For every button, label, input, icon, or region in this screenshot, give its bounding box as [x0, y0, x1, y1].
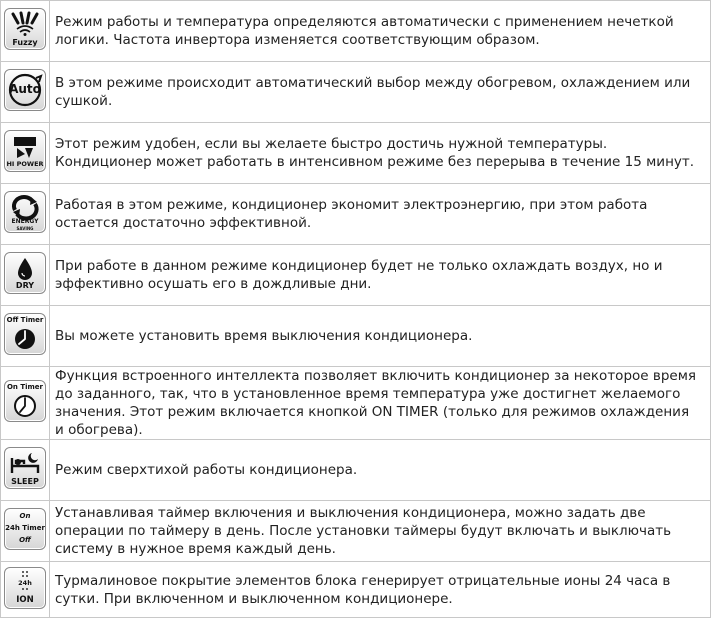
- ion-icon: 24h ION: [4, 567, 46, 609]
- hi-power-icon: HI POWER: [4, 130, 46, 172]
- table-row: [1, 62, 711, 123]
- row-text: Функция встроенного интеллекта позволяет включить кондиционер за некоторое время до заданного, так, что в установленное время температура уже достигнет желаемого значения. Этот режим включается кнопкой ON TIMER (только для режимов охлаждения и обогрева).: [50, 367, 711, 440]
- 24h-timer-icon: On 24h Timer Off: [4, 508, 46, 550]
- row-text: Устанавливая таймер включения и выключения кондиционера, можно задать две операции по таймеру в день. После установки таймеры будут включать и выключать систему в нужное время каждый день.: [50, 501, 711, 562]
- row-text: Этот режим удобен, если вы желаете быстро достичь нужной температуры. Кондиционер может работать в интенсивном режиме без перерыва в течение 15 минут.: [50, 123, 711, 184]
- dry-icon: DRY: [4, 252, 46, 294]
- on-timer-icon: On Timer: [4, 380, 46, 422]
- table-row: [1, 367, 711, 440]
- icon-cell: [1, 1, 50, 62]
- row-text: Режим работы и температура определяются автоматически с применением нечеткой логики. Частота инвертора изменяется соответствующим образом.: [50, 1, 711, 62]
- table-row: [1, 123, 711, 184]
- fuzzy-icon: Fuzzy: [4, 8, 46, 50]
- icon-cell: [1, 440, 50, 501]
- row-text: Вы можете установить время выключения кондиционера.: [50, 306, 711, 367]
- icon-cell: [1, 367, 50, 440]
- icon-cell: [1, 62, 50, 123]
- table-row: [1, 440, 711, 501]
- table-row: [1, 501, 711, 562]
- auto-icon: Auto: [4, 69, 46, 111]
- table-row: [1, 245, 711, 306]
- table-row: [1, 562, 711, 618]
- row-text: В этом режиме происходит автоматический выбор между обогревом, охлаждением или сушкой.: [50, 62, 711, 123]
- row-text: При работе в данном режиме кондиционер будет не только охлаждать воздух, но и эффективно осушать его в дождливые дни.: [50, 245, 711, 306]
- table-row: [1, 306, 711, 367]
- icon-cell: [1, 306, 50, 367]
- row-text: Режим сверхтихой работы кондиционера.: [50, 440, 711, 501]
- icon-cell: [1, 562, 50, 618]
- energy-saving-icon: ENERGY SAVING: [4, 191, 46, 233]
- sleep-icon: SLEEP: [4, 447, 46, 489]
- icon-cell: [1, 245, 50, 306]
- row-text: Работая в этом режиме, кондиционер экономит электроэнергию, при этом работа остается достаточно эффективной.: [50, 184, 711, 245]
- icon-cell: [1, 501, 50, 562]
- off-timer-icon: Off Timer: [4, 313, 46, 355]
- icon-cell: [1, 184, 50, 245]
- table-row: [1, 1, 711, 62]
- row-text: Турмалиновое покрытие элементов блока генерирует отрицательные ионы 24 часа в сутки. При включенном и выключенном кондиционере.: [50, 562, 711, 618]
- icon-cell: [1, 123, 50, 184]
- table-row: [1, 184, 711, 245]
